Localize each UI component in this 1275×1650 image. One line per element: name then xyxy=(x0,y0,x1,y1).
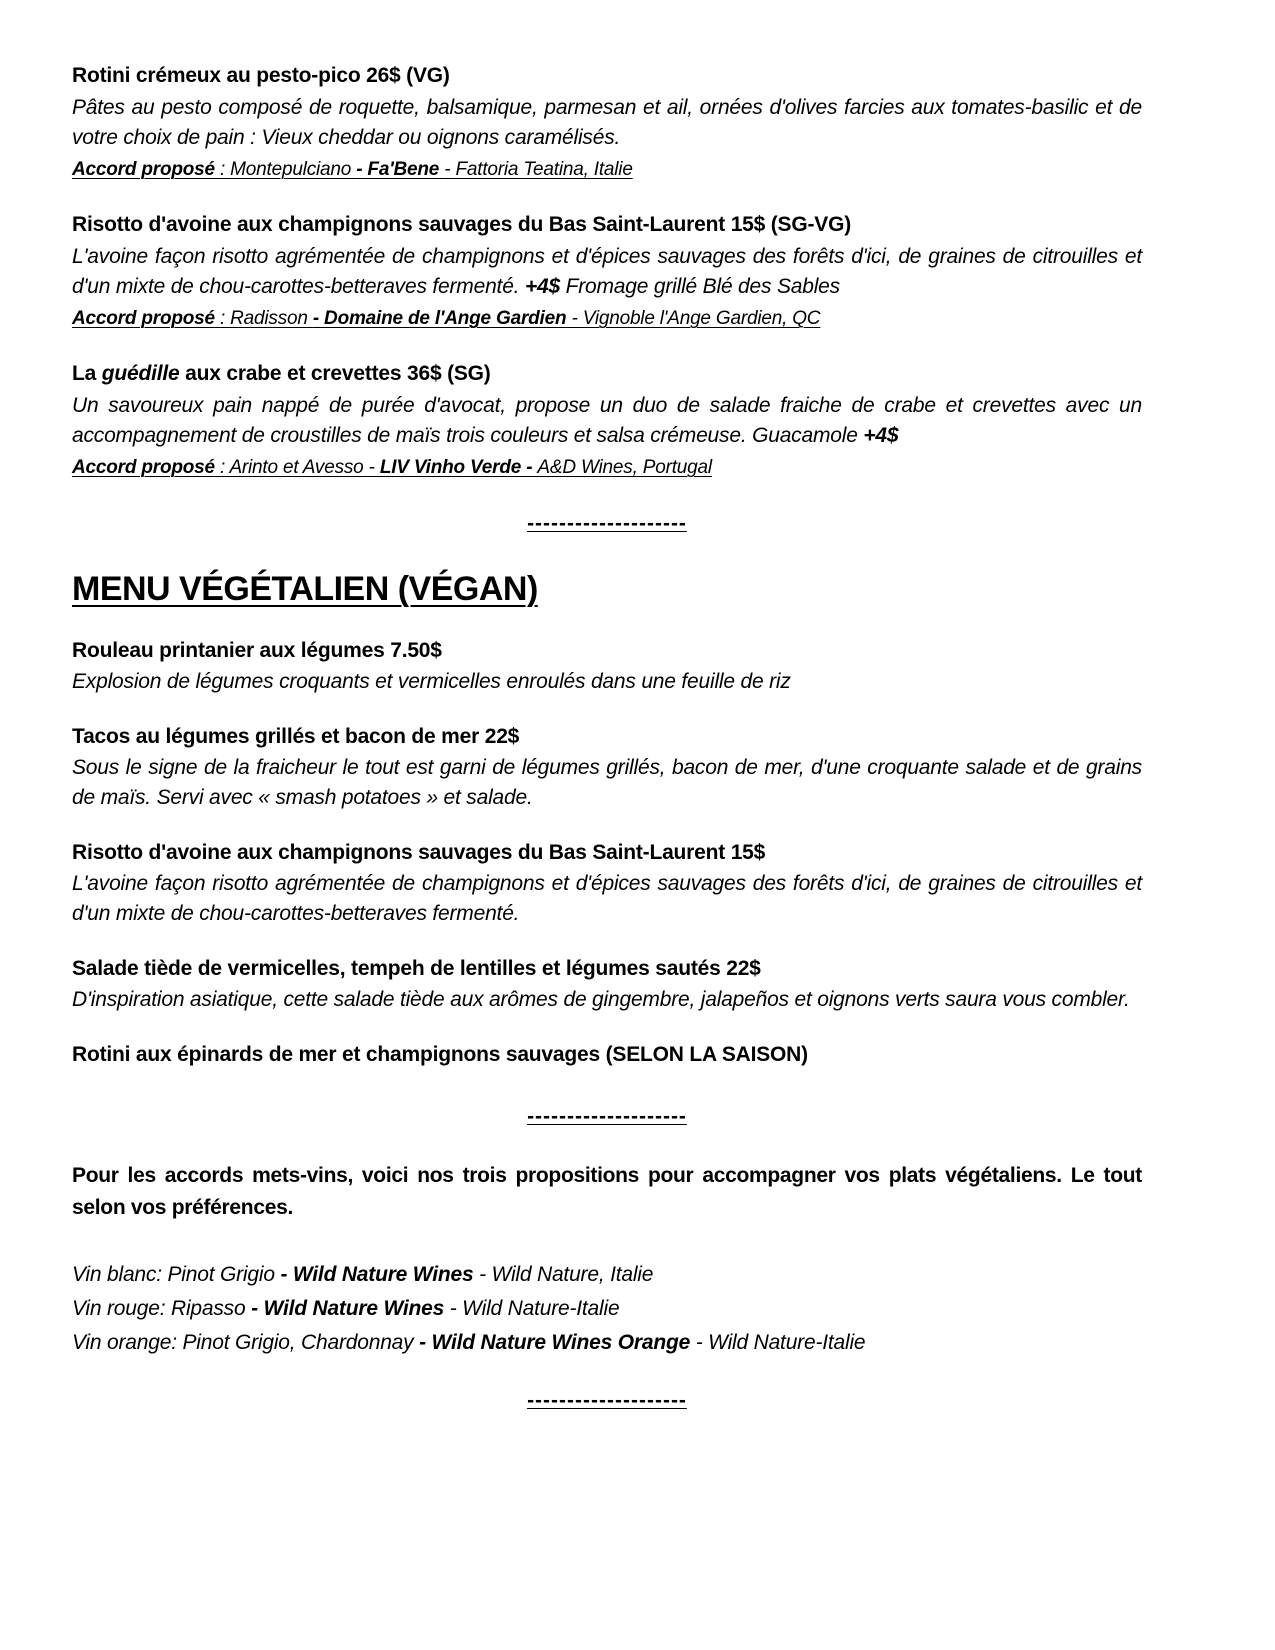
dish-description xyxy=(72,985,1142,1015)
wine-name: - Wild Nature Wines Orange xyxy=(419,1331,696,1354)
wine-type-and-grape: Vin orange: Pinot Grigio, Chardonnay xyxy=(72,1331,420,1354)
wine-pairing-white xyxy=(72,1258,1142,1292)
wine-pairing-orange xyxy=(72,1326,1142,1360)
dish-title xyxy=(72,955,1142,982)
dish-description-text: D'inspiration asiatique, cette salade tiède aux arômes de gingembre, jalapeños et oignons verts saura vous combler. xyxy=(72,988,1130,1011)
accord-label: Accord proposé xyxy=(72,159,215,180)
accord-wine-pre: : Arinto et Avesso - xyxy=(214,457,380,478)
dish-supplement-price: +4$ xyxy=(863,424,899,447)
accord-line xyxy=(72,155,1142,184)
wine-producer: - Wild Nature-Italie xyxy=(449,1297,620,1320)
dish-description xyxy=(72,869,1142,929)
vegan-dish-rouleau xyxy=(72,637,1142,697)
accord-label: Accord proposé xyxy=(72,308,215,329)
dish-description-text: L'avoine façon risotto agrémentée de champignons et d'épices sauvages des forêts d'ici, de graines de citrouilles et d'un mixte de chou-carottes-betteraves fermenté. xyxy=(72,245,1142,298)
dish-title-text: La xyxy=(72,362,102,385)
wine-producer: - Wild Nature-Italie xyxy=(695,1331,866,1354)
dish-title-text: Risotto d'avoine aux champignons sauvages du Bas Saint-Laurent 15$ xyxy=(72,841,766,864)
dish-title xyxy=(72,839,1142,866)
wine-name: - Wild Nature Wines xyxy=(280,1263,480,1286)
vegan-dish-tacos xyxy=(72,723,1142,813)
dish-title xyxy=(72,62,1142,89)
dish-title-text: Rouleau printanier aux légumes 7.50$ xyxy=(72,639,442,662)
dish-title-text-2: aux crabe et crevettes 36$ (SG) xyxy=(179,362,491,385)
dish-description-text: Sous le signe de la fraicheur le tout est garni de légumes grillés, bacon de mer, d'une croquante salade et de grains de maïs. Servi avec « smash potatoes » et salade. xyxy=(72,756,1142,809)
dish-description-text: Explosion de légumes croquants et vermicelles enroulés dans une feuille de riz xyxy=(72,670,791,693)
dish-description-text: L'avoine façon risotto agrémentée de champignons et d'épices sauvages des forêts d'ici, de graines de citrouilles et d'un mixte de chou-carottes-betteraves fermenté. xyxy=(72,872,1142,925)
wine-pairing-red xyxy=(72,1292,1142,1326)
section-divider: -------------------- xyxy=(527,512,687,535)
wine-pairing-intro: Pour les accords mets-vins, voici nos trois propositions pour accompagner vos plats végétaliens. Le tout selon vos préférences. xyxy=(72,1164,1142,1219)
wine-name: - Wild Nature Wines xyxy=(251,1297,450,1320)
accord-line xyxy=(72,453,1142,482)
accord-line xyxy=(72,304,1142,333)
dish-description-text-2: Fromage grillé Blé des Sables xyxy=(559,275,840,298)
dish-guedille xyxy=(72,360,1142,482)
vegan-menu-heading: MENU VÉGÉTALIEN (VÉGAN) xyxy=(72,570,538,608)
accord-wine-post: - Fattoria Teatina, Italie xyxy=(444,159,633,180)
accord-wine-pre: : Montepulciano xyxy=(214,159,357,180)
dish-title xyxy=(72,1041,1142,1068)
dish-risotto-avoine xyxy=(72,211,1142,333)
dish-title xyxy=(72,637,1142,664)
wine-pairing-list xyxy=(72,1258,1142,1360)
vegan-dish-rotini-epinards xyxy=(72,1041,1142,1068)
dish-title-text: Rotini aux épinards de mer et champignons sauvages (SELON LA SAISON) xyxy=(72,1043,808,1066)
accord-wine-post: - Vignoble l'Ange Gardien, QC xyxy=(571,308,821,329)
dish-description xyxy=(72,93,1142,153)
dish-description xyxy=(72,667,1142,697)
dish-title-text: Tacos au légumes grillés et bacon de mer 22$ xyxy=(72,725,520,748)
dish-description xyxy=(72,391,1142,451)
dish-title xyxy=(72,723,1142,750)
accord-wine-post: A&D Wines, Portugal xyxy=(537,457,712,478)
accord-wine-pre: : Radisson xyxy=(214,308,313,329)
section-divider: -------------------- xyxy=(527,1389,687,1412)
vegan-dish-salade-tiede xyxy=(72,955,1142,1015)
dish-description xyxy=(72,242,1142,302)
dish-supplement-price: +4$ xyxy=(524,275,560,298)
wine-producer: - Wild Nature, Italie xyxy=(479,1263,654,1286)
dish-description xyxy=(72,753,1142,813)
dish-title xyxy=(72,211,1142,238)
vegan-dish-risotto xyxy=(72,839,1142,929)
dish-title-text: Salade tiède de vermicelles, tempeh de lentilles et légumes sautés 22$ xyxy=(72,957,761,980)
accord-label: Accord proposé xyxy=(72,457,215,478)
accord-wine-name: LIV Vinho Verde - xyxy=(379,457,538,478)
dish-rotini-pesto xyxy=(72,62,1142,184)
dish-description-text: Un savoureux pain nappé de purée d'avocat, propose un duo de salade fraiche de crabe et crevettes avec un accompagnement de croustilles de maïs trois couleurs et salsa crémeuse. Guacamole xyxy=(72,394,1142,447)
dish-title xyxy=(72,360,1142,387)
dish-title-italic-word: guédille xyxy=(101,362,180,385)
dish-title-text: Risotto d'avoine aux champignons sauvages du Bas Saint-Laurent 15$ (SG-VG) xyxy=(72,213,852,236)
dish-title-text: Rotini crémeux au pesto-pico 26$ (VG) xyxy=(72,64,450,87)
wine-type-and-grape: Vin blanc: Pinot Grigio xyxy=(72,1263,281,1286)
dish-description-text: Pâtes au pesto composé de roquette, balsamique, parmesan et ail, ornées d'olives farcies aux tomates-basilic et de votre choix de pain : Vieux cheddar ou oignons caramélisés. xyxy=(72,96,1142,149)
section-divider: -------------------- xyxy=(527,1105,687,1128)
wine-type-and-grape: Vin rouge: Ripasso xyxy=(72,1297,252,1320)
accord-wine-name: - Domaine de l'Ange Gardien xyxy=(312,308,572,329)
accord-wine-name: - Fa'Bene xyxy=(356,159,445,180)
